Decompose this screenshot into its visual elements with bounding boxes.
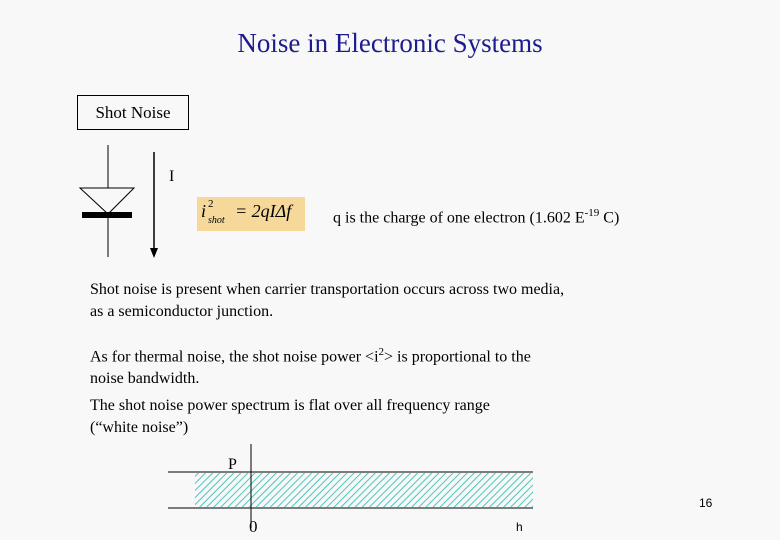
bandwidth-line1-a: As for thermal noise, the shot noise power <i [90,348,379,366]
slide-title: Noise in Electronic Systems [237,28,543,58]
page-number: 16 [699,496,713,510]
bandwidth-line1-b: > is proportional to the [384,348,531,366]
white-noise-spectrum-plot [160,440,550,535]
paragraph-white-noise [90,395,490,439]
paragraph-bandwidth-line2: noise bandwidth. [90,370,200,388]
formula-rhs: = 2qIΔf [235,201,292,221]
charge-exponent: -19 [584,207,600,219]
section-label-box: Shot Noise [77,95,189,130]
plot-x-label: h [516,520,523,534]
charge-description [333,202,619,229]
paragraph-white-noise-line1: The shot noise power spectrum is flat over all frequency range [90,397,490,414]
plot-origin-label: 0 [249,517,258,536]
shot-noise-formula [197,197,305,231]
formula-lhs-sub: shot [208,215,225,226]
current-arrow-icon [144,150,164,260]
current-label: I [169,168,175,185]
formula-lhs-base: i [201,201,207,221]
paragraph-junction-line1: Shot noise is present when carrier transportation occurs across two media, [90,281,565,298]
spectrum-hatched-area [195,473,533,507]
paragraph-junction-line2: as a semiconductor junction. [90,303,274,320]
charge-unit: C) [599,209,620,227]
plot-y-label: P [228,456,237,473]
bandwidth-line1-sup: 2 [378,346,385,358]
paragraph-junction [90,279,564,323]
charge-text: q is the charge of one electron (1.602 E [333,209,585,227]
formula-lhs-sup: 2 [208,198,214,210]
paragraph-white-noise-line2: (“white noise”) [90,419,189,436]
paragraph-bandwidth [90,341,531,390]
paragraph-bandwidth-line1 [90,341,531,368]
